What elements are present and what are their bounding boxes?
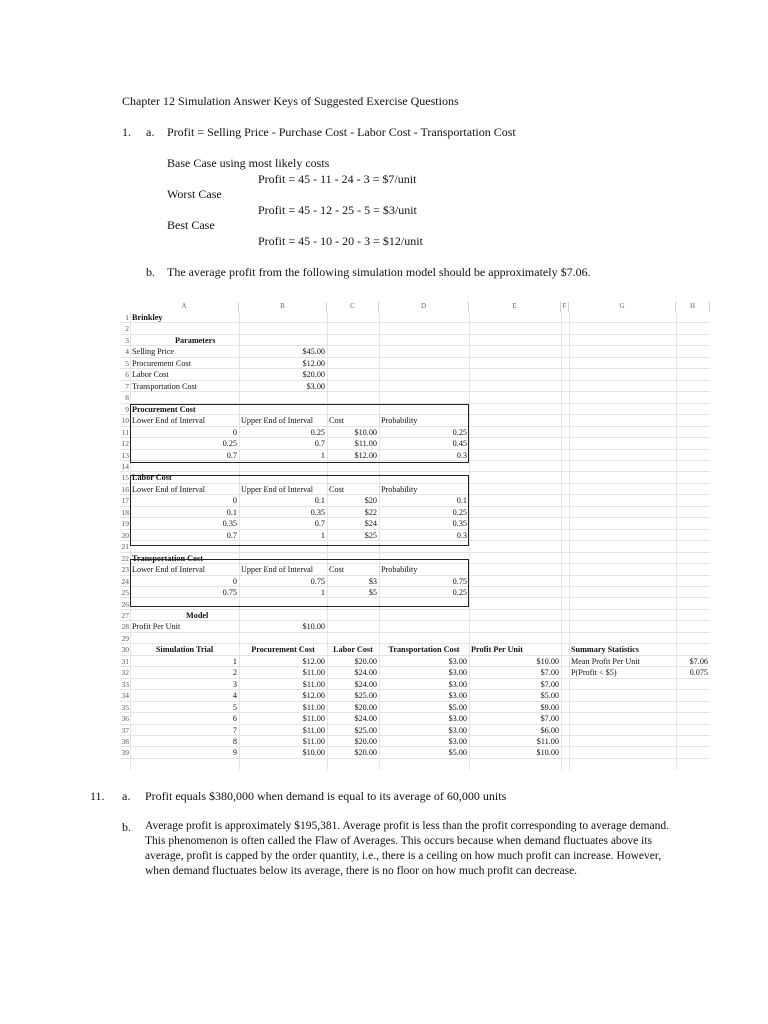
cell-g32: P(Profit < $5) [571,668,617,678]
cell-c20: $25 [364,530,377,540]
cell-a13: 0.7 [226,450,237,460]
row-number: 23 [121,565,129,575]
cell-c18: $22 [364,507,377,517]
row-number: 20 [121,530,129,540]
row-number: 30 [121,645,129,655]
cell-a20: 0.7 [226,530,237,540]
q1-b-text: The average profit from the following simulation model should be approximately $7.06. [167,265,591,279]
row-number: 13 [121,450,129,460]
row-number: 29 [121,633,129,643]
sheet-row [120,702,710,713]
q11-a-label: a. [122,789,131,803]
cell-a12: 0.25 [222,439,237,449]
sheet-row [120,381,710,392]
row-number: 15 [121,473,129,483]
cell-a34: 4 [232,691,237,701]
cell-a22: Transportation Cost [132,553,204,563]
cell-c35: $20.00 [354,702,377,712]
cell-h32: 0.075 [689,668,708,678]
row-number: 37 [121,725,129,735]
base-case-formula: Profit = 45 - 11 - 24 - 3 = $7/unit [258,172,417,186]
row-number: 21 [121,542,129,552]
cell-a4: Selling Price [132,347,175,357]
sheet-row [120,610,710,621]
column-header-a: A [130,302,239,312]
cell-b18: 0.35 [310,507,325,517]
row-number: 32 [121,668,129,678]
cell-a27: Model [186,610,209,620]
cell-b34: $12.00 [302,691,325,701]
sheet-row [120,312,710,323]
row-number: 7 [125,381,129,391]
cell-d16: Probability [381,484,418,494]
cell-c12: $11.00 [354,439,377,449]
cell-a39: 9 [232,748,237,758]
row-number: 16 [121,484,129,494]
cell-d25: 0.25 [452,588,467,598]
row-number: 12 [121,439,129,449]
cell-c34: $25.00 [354,691,377,701]
cell-b36: $11.00 [302,714,325,724]
cell-b20: 1 [320,530,325,540]
cell-b32: $11.00 [302,668,325,678]
cell-b13: 1 [320,450,325,460]
sheet-row [120,346,710,357]
cell-e37: $6.00 [540,725,559,735]
cell-d20: 0.3 [456,530,467,540]
row-number: 33 [121,679,129,689]
cell-d35: $5.00 [448,702,467,712]
cell-d11: 0.25 [452,427,467,437]
transportation-table-border [130,559,469,607]
cell-b37: $11.00 [302,725,325,735]
row-number: 19 [121,519,129,529]
sheet-row [120,392,710,403]
cell-a24: 0 [232,576,237,586]
cell-a28: Profit Per Unit [132,622,181,632]
cell-e39: $10.00 [536,748,559,758]
row-number: 11 [121,427,129,437]
cell-a16: Lower End of Interval [132,484,205,494]
cell-d13: 0.3 [456,450,467,460]
column-header-g: G [569,302,676,312]
sheet-row [120,633,710,644]
cell-b31: $12.00 [302,656,325,666]
cell-a10: Lower End of Interval [132,416,205,426]
cell-d31: $3.00 [448,656,467,666]
cell-b23: Upper End of Interval [241,565,314,575]
row-number: 10 [121,416,129,426]
row-number: 17 [121,496,129,506]
cell-a30: Simulation Trial [155,645,214,655]
q1-a-label: a. [146,125,155,139]
cell-a19: 0.35 [222,519,237,529]
cell-a31: 1 [232,656,237,666]
cell-c33: $24.00 [354,679,377,689]
cell-a38: 8 [232,737,237,747]
cell-a11: 0 [232,427,237,437]
cell-b39: $10.00 [302,748,325,758]
sheet-row [120,736,710,747]
base-case-label: Base Case using most likely costs [167,156,330,170]
cell-c16: Cost [329,484,345,494]
cell-e33: $7.00 [540,679,559,689]
cell-e30: Profit Per Unit [471,645,523,655]
q11-a-text: Profit equals $380,000 when demand is equal to its average of 60,000 units [145,789,507,803]
cell-c37: $25.00 [354,725,377,735]
cell-g31: Mean Profit Per Unit [571,656,640,666]
column-header-f: F [561,302,569,312]
sheet-row [120,644,710,655]
cell-e38: $11.00 [536,737,559,747]
cell-b5: $12.00 [302,358,325,368]
sheet-row [120,369,710,380]
cell-d39: $5.00 [448,748,467,758]
cell-a33: 3 [232,679,237,689]
cell-c32: $24.00 [354,668,377,678]
row-number: 5 [125,358,129,368]
cell-b10: Upper End of Interval [241,416,314,426]
row-number: 6 [125,370,129,380]
q11-b-label: b. [122,820,131,834]
row-number: 3 [125,335,129,345]
cell-a23: Lower End of Interval [132,565,205,575]
column-header-b: B [239,302,327,312]
cell-b4: $45.00 [302,347,325,357]
cell-b38: $11.00 [302,737,325,747]
cell-b16: Upper End of Interval [241,484,314,494]
cell-c11: $10.00 [354,427,377,437]
cell-d17: 0.1 [456,496,467,506]
cell-a25: 0.75 [222,588,237,598]
cell-c23: Cost [329,565,345,575]
row-number: 9 [125,404,129,414]
row-number: 27 [121,610,129,620]
cell-d36: $3.00 [448,714,467,724]
cell-c39: $20.00 [354,748,377,758]
cell-h31: $7.06 [689,656,708,666]
cell-a17: 0 [232,496,237,506]
row-number: 18 [121,507,129,517]
row-number: 1 [125,313,129,322]
row-number: 25 [121,588,129,598]
cell-a3: Parameters [175,335,216,345]
cell-e36: $7.00 [540,714,559,724]
sheet-row [120,667,710,678]
cell-d10: Probability [381,416,418,426]
row-number: 31 [121,656,129,666]
sheet-row [120,323,710,334]
row-number: 34 [121,691,129,701]
q1-b-label: b. [146,265,155,279]
sheet-row [120,679,710,690]
column-header-e: E [469,302,561,312]
q11-number: 11. [90,789,105,803]
worst-case-formula: Profit = 45 - 12 - 25 - 5 = $3/unit [258,203,417,217]
row-number: 8 [125,393,129,403]
row-number: 39 [121,748,129,758]
cell-a37: 7 [232,725,237,735]
cell-d12: 0.45 [452,439,467,449]
sheet-row [120,335,710,346]
cell-a5: Procurement Cost [132,358,191,368]
cell-b35: $11.00 [302,702,325,712]
cell-c30: Labor Cost [333,645,373,655]
cell-b11: 0.25 [310,427,325,437]
cell-c19: $24 [364,519,377,529]
cell-d24: 0.75 [452,576,467,586]
best-case-label: Best Case [167,218,215,232]
column-header-h: H [676,302,710,312]
cell-a32: 2 [232,668,237,678]
row-number: 36 [121,714,129,724]
row-number: 38 [121,737,129,747]
row-number: 14 [121,461,129,471]
row-number: 2 [125,324,129,334]
cell-a36: 6 [232,714,237,724]
row-number: 24 [121,576,129,586]
cell-d18: 0.25 [452,507,467,517]
cell-d33: $3.00 [448,679,467,689]
cell-d19: 0.35 [452,519,467,529]
column-header-c: C [327,302,379,312]
cell-b12: 0.7 [314,439,325,449]
sheet-row [120,713,710,724]
cell-b30: Procurement Cost [251,645,315,655]
sheet-row [120,747,710,758]
page-header: Chapter 12 Simulation Answer Keys of Suggested Exercise Questions [122,94,459,108]
cell-b28: $10.00 [302,622,325,632]
cell-b19: 0.7 [314,519,325,529]
cell-c17: $20 [364,496,377,506]
sheet-row [120,690,710,701]
cell-d34: $3.00 [448,691,467,701]
labor-table-border [130,475,469,546]
cell-g30: Summary Statistics [571,645,639,655]
cell-d38: $3.00 [448,737,467,747]
q1-number: 1. [122,125,131,139]
row-number: 22 [121,553,129,563]
sheet-row [120,656,710,667]
sheet-row [120,358,710,369]
cell-a9: Procurement Cost [132,404,196,414]
cell-a18: 0.1 [226,507,237,517]
cell-d32: $3.00 [448,668,467,678]
cell-b17: 0.1 [314,496,325,506]
sheet-row [120,725,710,736]
cell-e32: $7.00 [540,668,559,678]
row-number: 28 [121,622,129,632]
cell-a1: Brinkley [132,313,163,322]
cell-b33: $11.00 [302,679,325,689]
cell-d23: Probability [381,565,418,575]
cell-c36: $24.00 [354,714,377,724]
cell-b7: $3.00 [306,381,325,391]
column-header-d: D [379,302,469,312]
cell-c25: $5 [368,588,377,598]
cell-c13: $12.00 [354,450,377,460]
cell-b24: 0.75 [310,576,325,586]
cell-d30: Transportation Cost [388,645,460,655]
row-number: 35 [121,702,129,712]
cell-a35: 5 [232,702,237,712]
best-case-formula: Profit = 45 - 10 - 20 - 3 = $12/unit [258,234,423,248]
procurement-table-border [130,404,469,463]
row-number: 4 [125,347,129,357]
cell-e31: $10.00 [536,656,559,666]
cell-c38: $20.00 [354,737,377,747]
cell-d37: $3.00 [448,725,467,735]
cell-a6: Labor Cost [132,370,169,380]
q11-b-text: Average profit is approximately $195,381. Average profit is less than the profit corresponding to average demand. This phenomenon is often called the Flaw of Averages. This occurs because when demand fluctuates above its average, profit is capped by the order quantity, i.e., there is a ceiling on how much profit can increase. However, when demand fluctuates below its average, there is no floor on how much profit can decrease. [145,820,669,877]
cell-e35: $9.00 [540,702,559,712]
q1-a-text: Profit = Selling Price - Purchase Cost - Labor Cost - Transportation Cost [167,125,516,139]
cell-c10: Cost [329,416,345,426]
cell-b25: 1 [320,588,325,598]
sheet-row [120,621,710,632]
cell-e34: $5.00 [540,691,559,701]
cell-c24: $3 [368,576,377,586]
cell-a7: Transportation Cost [132,381,197,391]
row-number: 26 [121,599,129,609]
cell-b6: $20.00 [302,370,325,380]
cell-a15: Labor Cost [132,473,172,483]
worst-case-label: Worst Case [167,187,222,201]
cell-c31: $20.00 [354,656,377,666]
